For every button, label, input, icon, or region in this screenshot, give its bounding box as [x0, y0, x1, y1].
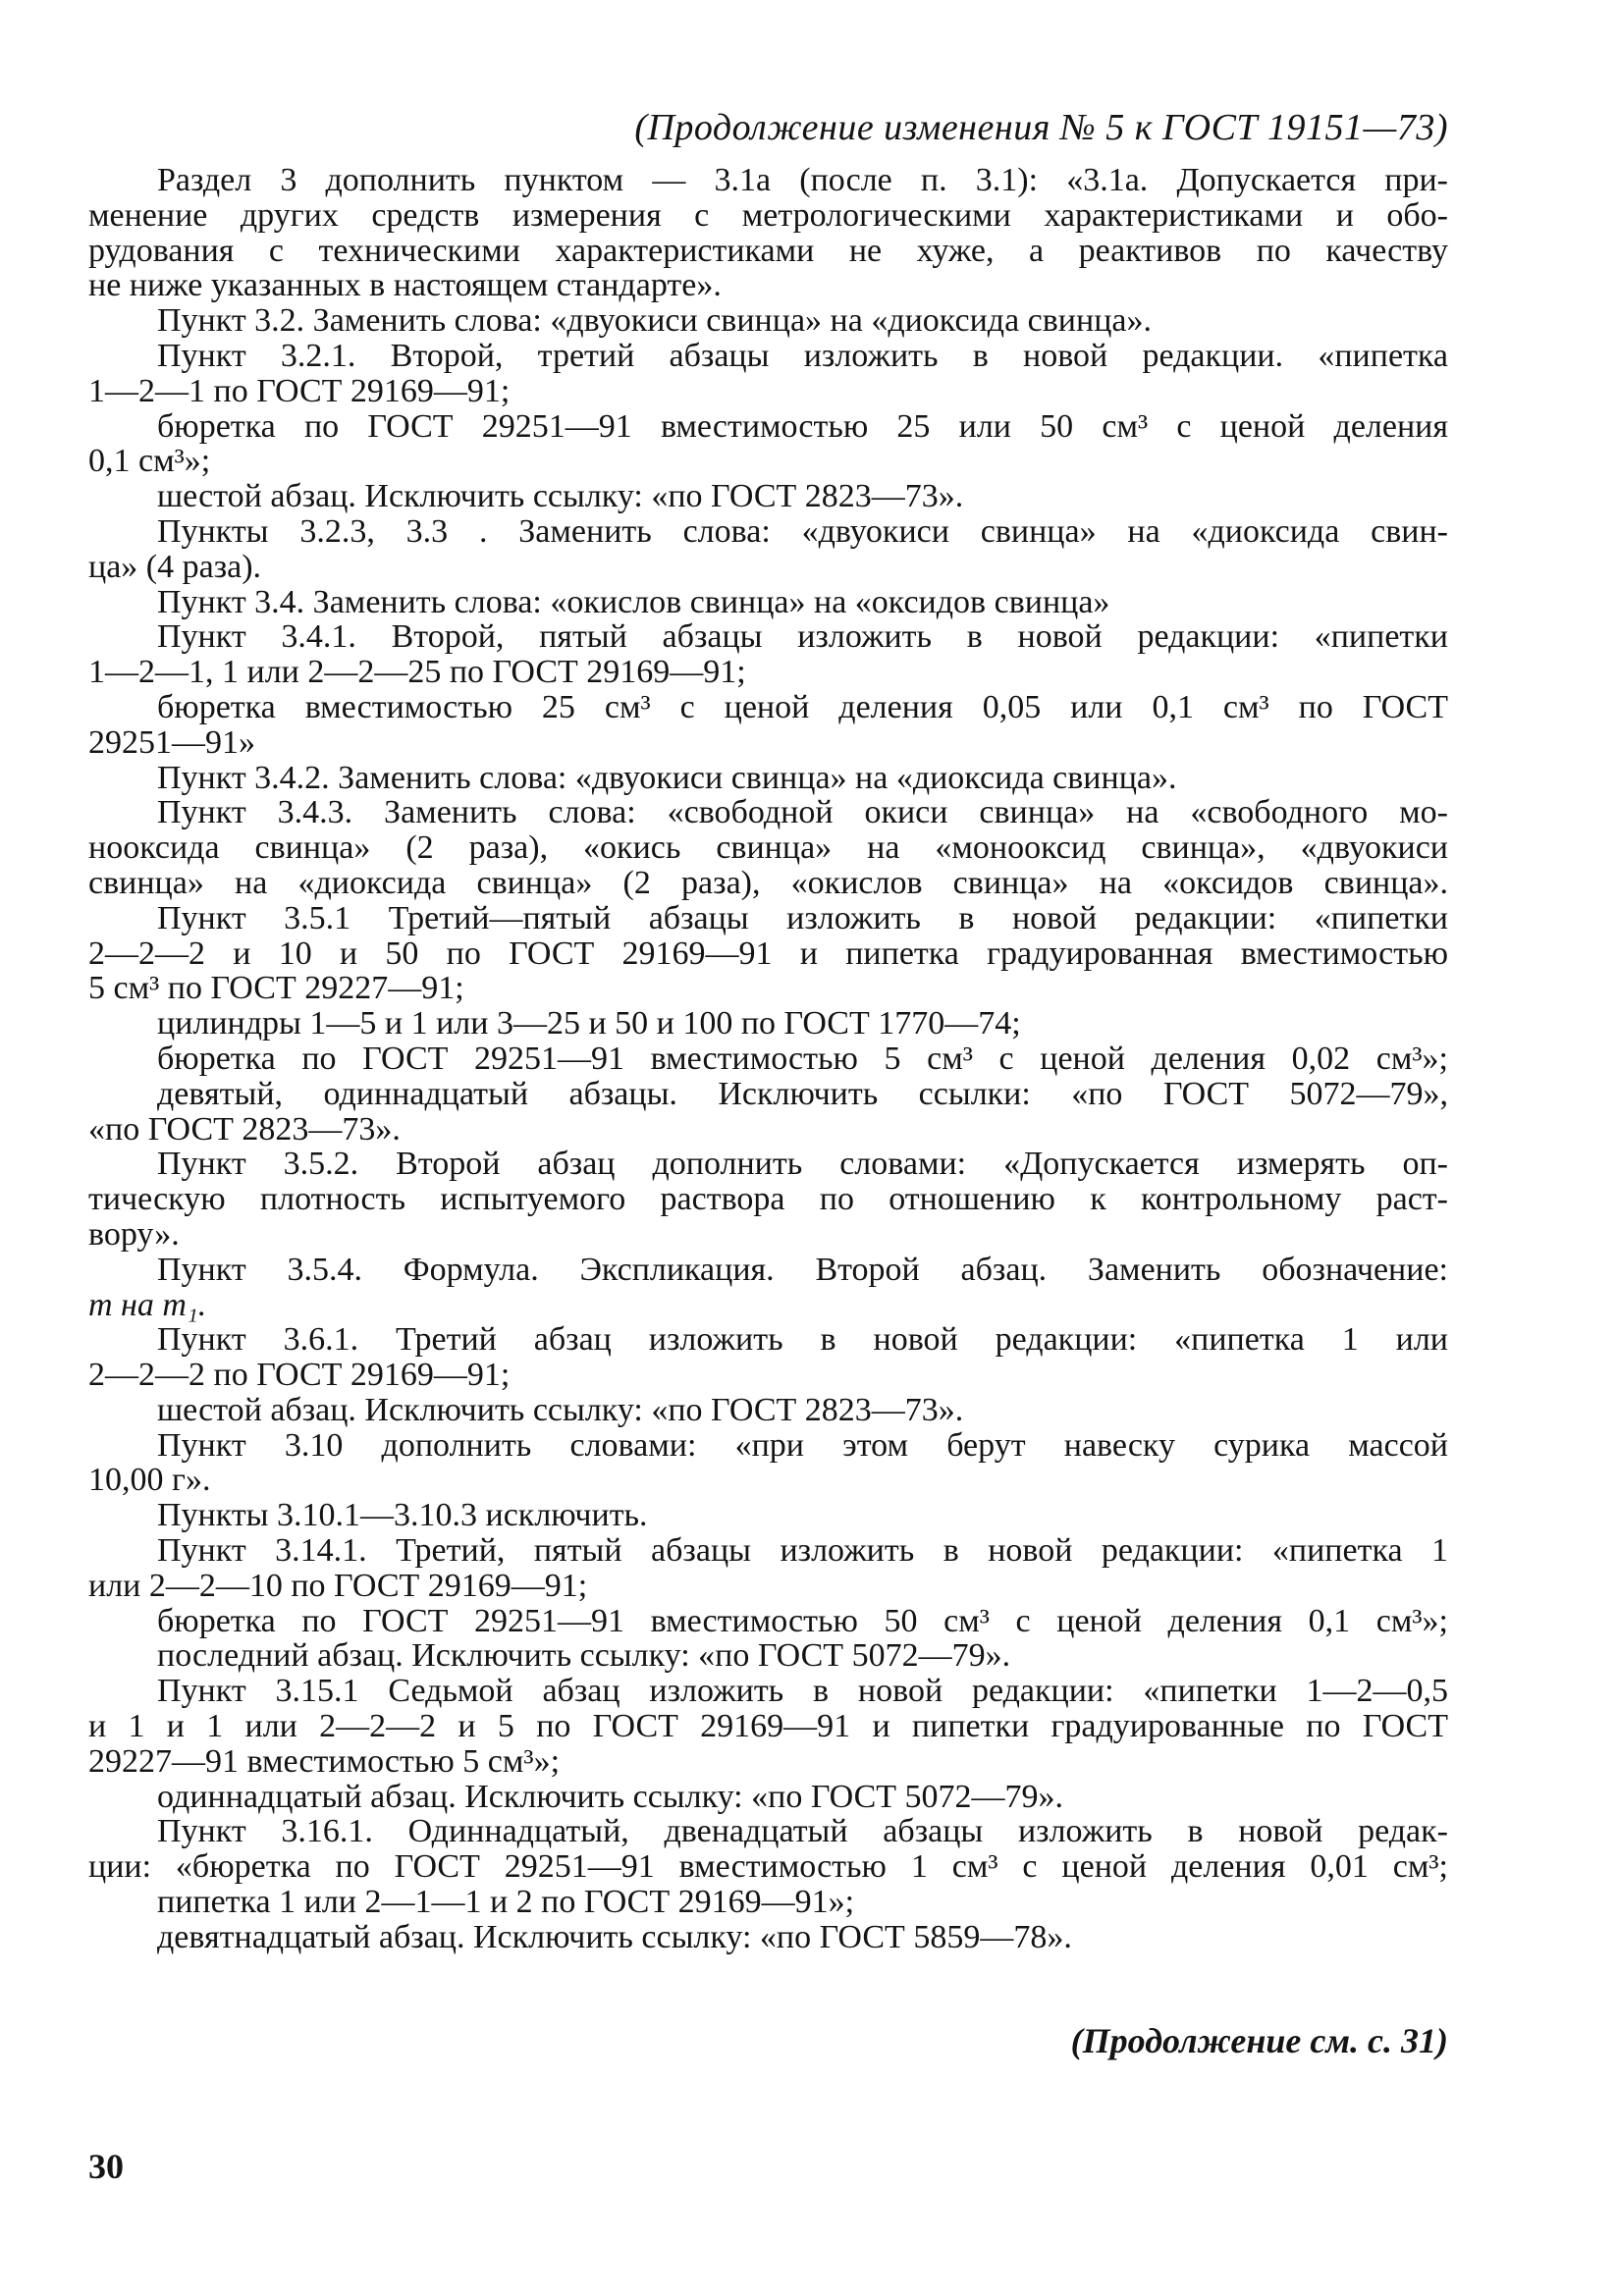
- text-line: рудования с техническими характеристиками не хуже, а реактивов по качеству: [88, 233, 1448, 269]
- page-number: 30: [88, 2147, 124, 2186]
- text-line: тическую плотность испытуемого раствора по отношению к контрольному раст-: [88, 1182, 1448, 1217]
- document-body: [88, 163, 1448, 1955]
- text-line: бюретка по ГОСТ 29251—91 вместимостью 50 см³ с ценой деления 0,1 см³»;: [157, 1603, 1448, 1639]
- text-line: Пункт 3.5.1 Третий—пятый абзацы изложить в новой редакции: «пипетки: [157, 900, 1448, 936]
- text-line: 1—2—1, 1 или 2—2—25 по ГОСТ 29169—91;: [88, 655, 746, 690]
- text-line: 2—2—2 и 10 и 50 по ГОСТ 29169—91 и пипетка градуированная вместимостью: [88, 935, 1448, 972]
- text-line: одиннадцатый абзац. Исключить ссылку: «по ГОСТ 5072—79».: [157, 1779, 1064, 1815]
- text-line: Пункт 3.16.1. Одиннадцатый, двенадцатый абзацы изложить в новой редак-: [157, 1814, 1448, 1850]
- text-line: 29251—91»: [88, 724, 255, 761]
- text-line: Пункт 3.4.2. Заменить слова: «двуокиси свинца» на «диоксида свинца».: [157, 760, 1177, 796]
- continuation-note: (Продолжение см. с. 31): [1070, 2021, 1448, 2060]
- text-line: ции: «бюретка по ГОСТ 29251—91 вместимостью 1 см³ с ценой деления 0,01 см³;: [88, 1849, 1448, 1886]
- text-line: бюретка по ГОСТ 29251—91 вместимостью 25 или 50 см³ с ценой деления: [157, 408, 1448, 445]
- text-line: Пункт 3.2. Заменить слова: «двуокиси свинца» на «диоксида свинца».: [157, 303, 1152, 339]
- text-line: Пункт 3.4. Заменить слова: «окислов свинца» на «оксидов свинца»: [157, 584, 1110, 620]
- text-line: последний абзац. Исключить ссылку: «по ГОСТ 5072—79».: [157, 1638, 1011, 1675]
- text-line: Пункт 3.14.1. Третий, пятый абзацы изложить в новой редакции: «пипетка 1: [157, 1533, 1448, 1569]
- text-line: свинца» на «диоксида свинца» (2 раза), «окислов свинца» на «оксидов свинца».: [88, 865, 1448, 901]
- text-line: 1—2—1 по ГОСТ 29169—91;: [88, 373, 511, 409]
- text-line: «по ГОСТ 2823—73».: [88, 1111, 401, 1148]
- text-line: и 1 и 1 или 2—2—2 и 5 по ГОСТ 29169—91 и пипетки градуированные по ГОСТ: [88, 1709, 1448, 1744]
- text-line: 29227—91 вместимостью 5 см³»;: [88, 1743, 561, 1780]
- text-line: Пункт 3.4.1. Второй, пятый абзацы изложить в новой редакции: «пипетки: [157, 619, 1448, 656]
- text-line: 0,1 см³»;: [88, 444, 211, 480]
- text-line: вору».: [88, 1216, 180, 1253]
- text-line: Пункт 3.2.1. Второй, третий абзацы изложить в новой редакции. «пипетка: [157, 338, 1448, 374]
- text-line: m на m₁.: [88, 1287, 207, 1323]
- running-header: (Продолжение изменения № 5 к ГОСТ 19151—73): [634, 107, 1448, 148]
- text-line: нооксида свинца» (2 раза), «окись свинца» на «монооксид свинца», «двуокиси: [88, 830, 1448, 866]
- text-line: 5 см³ по ГОСТ 29227—91;: [88, 971, 464, 1007]
- text-line: Пункт 3.5.2. Второй абзац дополнить словами: «Допускается измерять оп-: [157, 1147, 1448, 1183]
- text-line: Пункт 3.5.4. Формула. Экспликация. Второй абзац. Заменить обозначение:: [157, 1252, 1448, 1288]
- text-line: 10,00 г».: [88, 1463, 211, 1499]
- text-line: девятый, одиннадцатый абзацы. Исключить ссылки: «по ГОСТ 5072—79»,: [157, 1076, 1448, 1112]
- text-line: Пункты 3.10.1—3.10.3 исключить.: [157, 1498, 648, 1534]
- text-line: бюретка по ГОСТ 29251—91 вместимостью 5 см³ с ценой деления 0,02 см³»;: [157, 1041, 1448, 1077]
- text-line: или 2—2—10 по ГОСТ 29169—91;: [88, 1568, 588, 1604]
- text-line: Пункт 3.10 дополнить словами: «при этом берут навеску сурика массой: [157, 1427, 1448, 1464]
- text-line: Пункт 3.4.3. Заменить слова: «свободной окиси свинца» на «свободного мо-: [157, 795, 1448, 831]
- text-line: шестой абзац. Исключить ссылку: «по ГОСТ 2823—73».: [157, 1392, 964, 1428]
- text-line: ца» (4 раза).: [88, 549, 262, 585]
- text-line: пипетка 1 или 2—1—1 и 2 по ГОСТ 29169—91»;: [157, 1885, 855, 1920]
- text-line: Раздел 3 дополнить пунктом — 3.1а (после п. 3.1): «3.1а. Допускается при-: [157, 163, 1448, 198]
- text-line: цилиндры 1—5 и 1 или 3—25 и 50 и 100 по ГОСТ 1770—74;: [157, 1006, 1021, 1041]
- text-line: шестой абзац. Исключить ссылку: «по ГОСТ 2823—73».: [157, 479, 964, 514]
- text-line: Пункты 3.2.3, 3.3 . Заменить слова: «двуокиси свинца» на «диоксида свин-: [157, 513, 1448, 550]
- text-line: Пункт 3.15.1 Седьмой абзац изложить в новой редакции: «пипетки 1—2—0,5: [157, 1674, 1448, 1710]
- text-line: Пункт 3.6.1. Третий абзац изложить в новой редакции: «пипетка 1 или: [157, 1322, 1448, 1359]
- text-line: бюретка вместимостью 25 см³ с ценой деления 0,05 или 0,1 см³ по ГОСТ: [157, 689, 1448, 725]
- text-line: девятнадцатый абзац. Исключить ссылку: «по ГОСТ 5859—78».: [157, 1919, 1072, 1955]
- text-line: 2—2—2 по ГОСТ 29169—91;: [88, 1358, 511, 1393]
- text-line: не ниже указанных в настоящем стандарте».: [88, 268, 722, 304]
- text-line: менение других средств измерения с метрологическими характеристиками и обо-: [88, 197, 1448, 234]
